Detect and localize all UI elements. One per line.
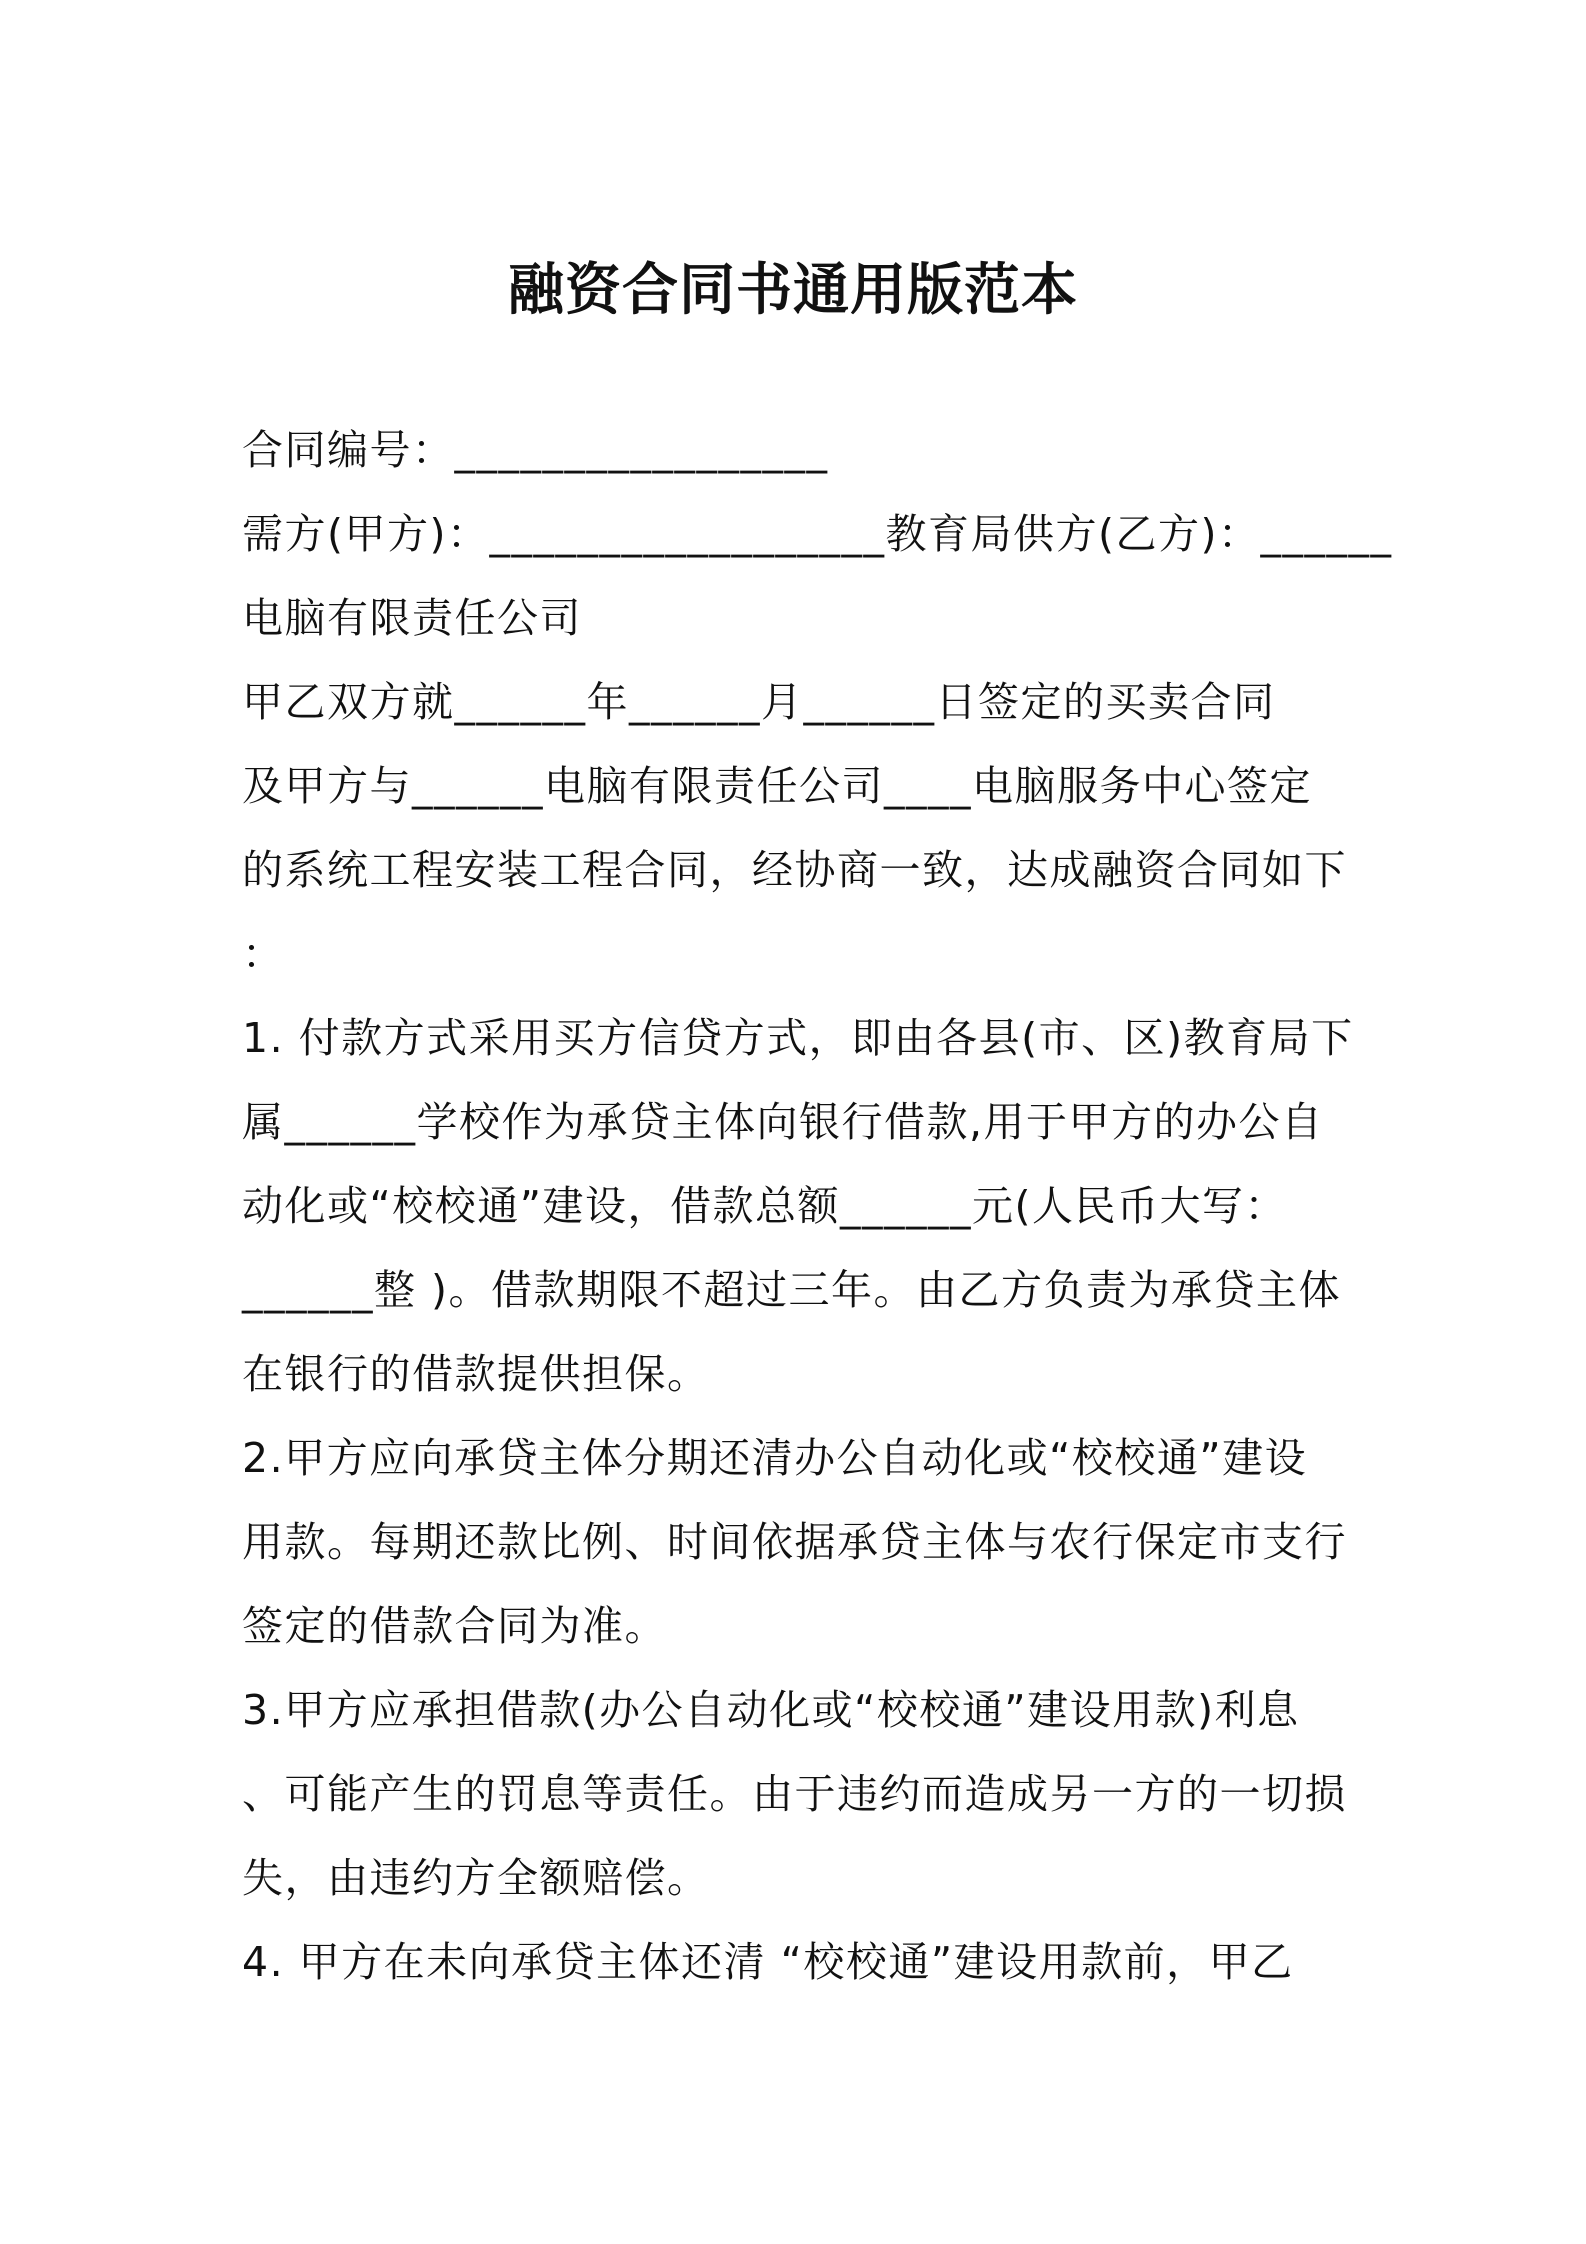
parties-line: 需方(甲方)：__________________教育局供方(乙方)：______ bbox=[242, 510, 1393, 558]
document-body bbox=[242, 408, 1393, 2004]
clause-2-line: 用款。每期还款比例、时间依据承贷主体与农行保定市支行 bbox=[242, 1518, 1347, 1566]
clause-2-line: 2.甲方应向承贷主体分期还清办公自动化或“校校通”建设 bbox=[242, 1434, 1308, 1482]
clause-4-line: 4. 甲方在未向承贷主体还清 “校校通”建设用款前，甲乙 bbox=[242, 1938, 1294, 1986]
clause-3-line: 3.甲方应承担借款(办公自动化或“校校通”建设用款)利息 bbox=[242, 1686, 1300, 1734]
preamble-line: 的系统工程安装工程合同，经协商一致，达成融资合同如下 bbox=[242, 846, 1347, 894]
clause-1-line: 1. 付款方式采用买方信贷方式，即由各县(市、区)教育局下 bbox=[242, 1014, 1354, 1062]
contract-number-line: 合同编号：_________________ bbox=[242, 426, 829, 474]
clause-3-line: 失，由违约方全额赔偿。 bbox=[242, 1854, 710, 1902]
parties-line-cont: 电脑有限责任公司 bbox=[242, 594, 582, 642]
clause-1-line: 在银行的借款提供担保。 bbox=[242, 1350, 710, 1398]
clause-3-line: 、可能产生的罚息等责任。由于违约而造成另一方的一切损 bbox=[242, 1770, 1347, 1818]
preamble-line: 甲乙双方就______年______月______日签定的买卖合同 bbox=[242, 678, 1276, 726]
preamble-line: 及甲方与______电脑有限责任公司____电脑服务中心签定 bbox=[242, 762, 1312, 810]
document-title: 融资合同书通用版范本 bbox=[508, 258, 1078, 323]
clause-2-line: 签定的借款合同为准。 bbox=[242, 1602, 667, 1650]
preamble-line: ： bbox=[242, 930, 285, 978]
clause-1-line: ______整 )。借款期限不超过三年。由乙方负责为承贷主体 bbox=[242, 1266, 1342, 1314]
clause-1-line: 动化或“校校通”建设，借款总额______元(人民币大写： bbox=[242, 1182, 1287, 1230]
clause-1-line: 属______学校作为承贷主体向银行借款,用于甲方的办公自 bbox=[242, 1098, 1324, 1146]
